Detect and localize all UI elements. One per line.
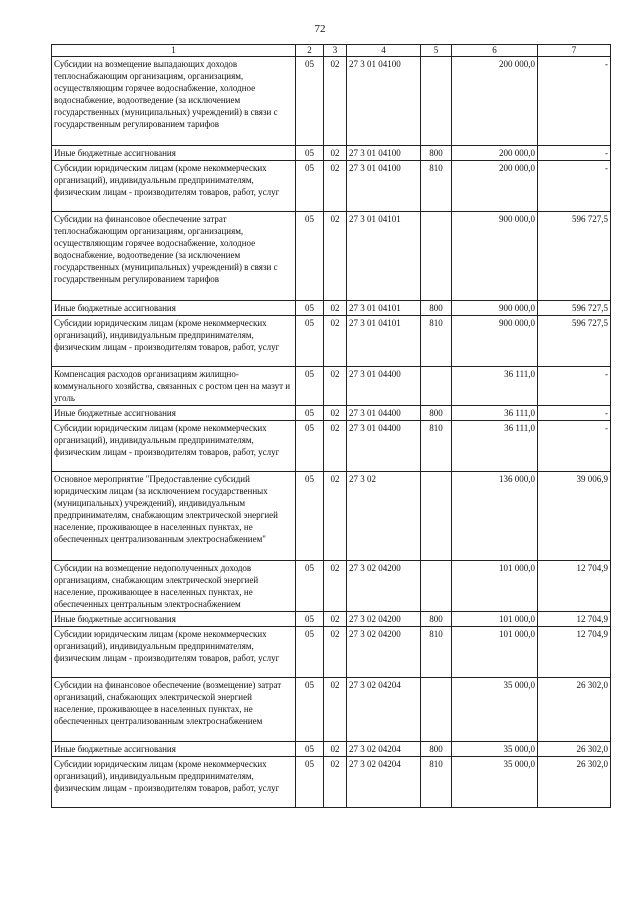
row-name: Иные бюджетные ассигнования — [52, 612, 296, 627]
row-expense-type — [421, 561, 452, 612]
row-section-code: 05 — [296, 146, 324, 161]
table-row — [52, 561, 611, 612]
row-expense-type: 810 — [421, 421, 452, 472]
row-subsection-code: 02 — [324, 301, 347, 316]
row-name: Субсидии юридическим лицам (кроме некоммерческих организаций), индивидуальным предпринимателям, физическим лицам - производителям товаров, работ, услуг — [52, 757, 296, 808]
table-row — [52, 757, 611, 808]
table-row — [52, 472, 611, 561]
row-section-code: 05 — [296, 406, 324, 421]
row-target-code: 27 3 01 04100 — [347, 146, 421, 161]
row-name: Иные бюджетные ассигнования — [52, 406, 296, 421]
row-section-code: 05 — [296, 316, 324, 367]
row-amount-col7: - — [538, 367, 611, 406]
row-target-code: 27 3 02 — [347, 472, 421, 561]
row-section-code: 05 — [296, 757, 324, 808]
row-subsection-code: 02 — [324, 678, 347, 742]
row-target-code: 27 3 01 04101 — [347, 301, 421, 316]
row-name: Субсидии юридическим лицам (кроме некоммерческих организаций), индивидуальным предпринимателям, физическим лицам - производителям товаров, работ, услуг — [52, 316, 296, 367]
row-name: Компенсация расходов организациям жилищно-коммунального хозяйства, связанных с ростом цен на мазут и уголь — [52, 367, 296, 406]
row-name: Субсидии юридическим лицам (кроме некоммерческих организаций), индивидуальным предпринимателям, физическим лицам - производителям товаров, работ, услуг — [52, 161, 296, 212]
row-section-code: 05 — [296, 301, 324, 316]
row-expense-type — [421, 367, 452, 406]
row-expense-type: 800 — [421, 146, 452, 161]
row-name: Иные бюджетные ассигнования — [52, 301, 296, 316]
row-amount-col7: - — [538, 161, 611, 212]
row-amount-col7: - — [538, 406, 611, 421]
row-target-code: 27 3 02 04204 — [347, 678, 421, 742]
row-name: Иные бюджетные ассигнования — [52, 146, 296, 161]
row-subsection-code: 02 — [324, 757, 347, 808]
row-subsection-code: 02 — [324, 472, 347, 561]
row-target-code: 27 3 01 04100 — [347, 57, 421, 146]
row-expense-type — [421, 57, 452, 146]
row-subsection-code: 02 — [324, 146, 347, 161]
row-amount-col6: 200 000,0 — [452, 146, 538, 161]
row-name: Субсидии на финансовое обеспечение затрат теплоснабжающим организациям, организациям, осуществляющим горячее водоснабжение, холодное водоснабжение, водоотведение (за исключением государственных (муниципальных) учреждений) в связи с государственным регулированием тарифов — [52, 212, 296, 301]
row-amount-col6: 900 000,0 — [452, 212, 538, 301]
row-expense-type — [421, 472, 452, 561]
table-row — [52, 212, 611, 301]
col-header-4: 4 — [347, 45, 421, 57]
row-amount-col6: 200 000,0 — [452, 57, 538, 146]
row-amount-col6: 35 000,0 — [452, 757, 538, 808]
row-amount-col6: 35 000,0 — [452, 678, 538, 742]
row-subsection-code: 02 — [324, 742, 347, 757]
row-target-code: 27 3 02 04204 — [347, 742, 421, 757]
row-target-code: 27 3 02 04200 — [347, 612, 421, 627]
table-row — [52, 301, 611, 316]
row-name: Иные бюджетные ассигнования — [52, 742, 296, 757]
table-row — [52, 367, 611, 406]
row-target-code: 27 3 02 04200 — [347, 627, 421, 678]
col-header-1: 1 — [52, 45, 296, 57]
table-row — [52, 742, 611, 757]
row-name: Субсидии юридическим лицам (кроме некоммерческих организаций), индивидуальным предпринимателям, физическим лицам - производителям товаров, работ, услуг — [52, 421, 296, 472]
row-expense-type — [421, 212, 452, 301]
row-expense-type: 800 — [421, 742, 452, 757]
row-amount-col7: - — [538, 421, 611, 472]
row-subsection-code: 02 — [324, 212, 347, 301]
row-target-code: 27 3 01 04400 — [347, 367, 421, 406]
row-target-code: 27 3 02 04200 — [347, 561, 421, 612]
row-amount-col7: 12 704,9 — [538, 612, 611, 627]
row-expense-type — [421, 678, 452, 742]
row-expense-type: 810 — [421, 627, 452, 678]
row-target-code: 27 3 01 04101 — [347, 212, 421, 301]
row-amount-col6: 101 000,0 — [452, 561, 538, 612]
row-section-code: 05 — [296, 627, 324, 678]
row-section-code: 05 — [296, 367, 324, 406]
row-amount-col7: 12 704,9 — [538, 561, 611, 612]
row-amount-col6: 136 000,0 — [452, 472, 538, 561]
row-section-code: 05 — [296, 742, 324, 757]
row-amount-col6: 900 000,0 — [452, 301, 538, 316]
table-header-row — [52, 45, 611, 57]
row-section-code: 05 — [296, 678, 324, 742]
row-amount-col6: 36 111,0 — [452, 421, 538, 472]
row-expense-type: 810 — [421, 316, 452, 367]
row-amount-col6: 101 000,0 — [452, 627, 538, 678]
row-section-code: 05 — [296, 472, 324, 561]
row-target-code: 27 3 01 04400 — [347, 421, 421, 472]
col-header-6: 6 — [452, 45, 538, 57]
row-subsection-code: 02 — [324, 161, 347, 212]
row-section-code: 05 — [296, 161, 324, 212]
row-expense-type: 810 — [421, 161, 452, 212]
col-header-5: 5 — [421, 45, 452, 57]
row-amount-col6: 101 000,0 — [452, 612, 538, 627]
row-name: Субсидии на возмещение недополученных доходов организациям, снабжающим электрической энергией население, проживающее в населенных пунктах, не обеспеченных центральным электроснабжением — [52, 561, 296, 612]
row-name: Субсидии на финансовое обеспечение (возмещение) затрат организаций, снабжающих электрической энергией население, проживающее в населенных пунктах, не обеспеченных централизованным электроснабжением — [52, 678, 296, 742]
row-subsection-code: 02 — [324, 421, 347, 472]
row-section-code: 05 — [296, 212, 324, 301]
table-row — [52, 627, 611, 678]
table-row — [52, 406, 611, 421]
row-expense-type: 810 — [421, 757, 452, 808]
row-section-code: 05 — [296, 612, 324, 627]
budget-table — [51, 44, 611, 808]
row-amount-col7: - — [538, 146, 611, 161]
row-amount-col7: 596 727,5 — [538, 301, 611, 316]
row-subsection-code: 02 — [324, 316, 347, 367]
col-header-2: 2 — [296, 45, 324, 57]
row-expense-type: 800 — [421, 612, 452, 627]
row-name: Основное мероприятие "Предоставление субсидий юридическим лицам (за исключением государственных (муниципальных) учреждений), индивидуальным предпринимателям, снабжающим электрической энергией население, проживающее в населенных пунктах, не обеспеченных централизованным электроснабжением" — [52, 472, 296, 561]
table-row — [52, 678, 611, 742]
row-amount-col7: - — [538, 57, 611, 146]
row-expense-type: 800 — [421, 406, 452, 421]
table-row — [52, 316, 611, 367]
row-target-code: 27 3 01 04400 — [347, 406, 421, 421]
row-amount-col7: 26 302,0 — [538, 742, 611, 757]
row-section-code: 05 — [296, 57, 324, 146]
row-name: Субсидии юридическим лицам (кроме некоммерческих организаций), индивидуальным предпринимателям, физическим лицам - производителям товаров, работ, услуг — [52, 627, 296, 678]
page-number: 72 — [314, 23, 326, 35]
row-subsection-code: 02 — [324, 367, 347, 406]
row-amount-col7: 39 006,9 — [538, 472, 611, 561]
row-amount-col6: 200 000,0 — [452, 161, 538, 212]
table-row — [52, 612, 611, 627]
row-subsection-code: 02 — [324, 561, 347, 612]
table-row — [52, 421, 611, 472]
table-row — [52, 57, 611, 146]
table-row — [52, 146, 611, 161]
col-header-7: 7 — [538, 45, 611, 57]
row-target-code: 27 3 01 04101 — [347, 316, 421, 367]
row-amount-col7: 26 302,0 — [538, 678, 611, 742]
row-amount-col7: 596 727,5 — [538, 212, 611, 301]
row-amount-col6: 36 111,0 — [452, 406, 538, 421]
row-amount-col6: 36 111,0 — [452, 367, 538, 406]
row-amount-col6: 35 000,0 — [452, 742, 538, 757]
row-section-code: 05 — [296, 561, 324, 612]
row-amount-col6: 900 000,0 — [452, 316, 538, 367]
row-target-code: 27 3 02 04204 — [347, 757, 421, 808]
row-name: Субсидии на возмещение выпадающих доходов теплоснабжающим организациям, организациям, осуществляющим горячее водоснабжение, холодное водоснабжение, водоотведение (за исключением государственных (муниципальных) учреждений) в связи с государственным регулированием тарифов — [52, 57, 296, 146]
row-subsection-code: 02 — [324, 57, 347, 146]
row-subsection-code: 02 — [324, 406, 347, 421]
row-amount-col7: 12 704,9 — [538, 627, 611, 678]
row-subsection-code: 02 — [324, 627, 347, 678]
row-expense-type: 800 — [421, 301, 452, 316]
row-amount-col7: 596 727,5 — [538, 316, 611, 367]
row-amount-col7: 26 302,0 — [538, 757, 611, 808]
col-header-3: 3 — [324, 45, 347, 57]
row-subsection-code: 02 — [324, 612, 347, 627]
table-row — [52, 161, 611, 212]
row-section-code: 05 — [296, 421, 324, 472]
row-target-code: 27 3 01 04100 — [347, 161, 421, 212]
table-body — [52, 57, 611, 808]
